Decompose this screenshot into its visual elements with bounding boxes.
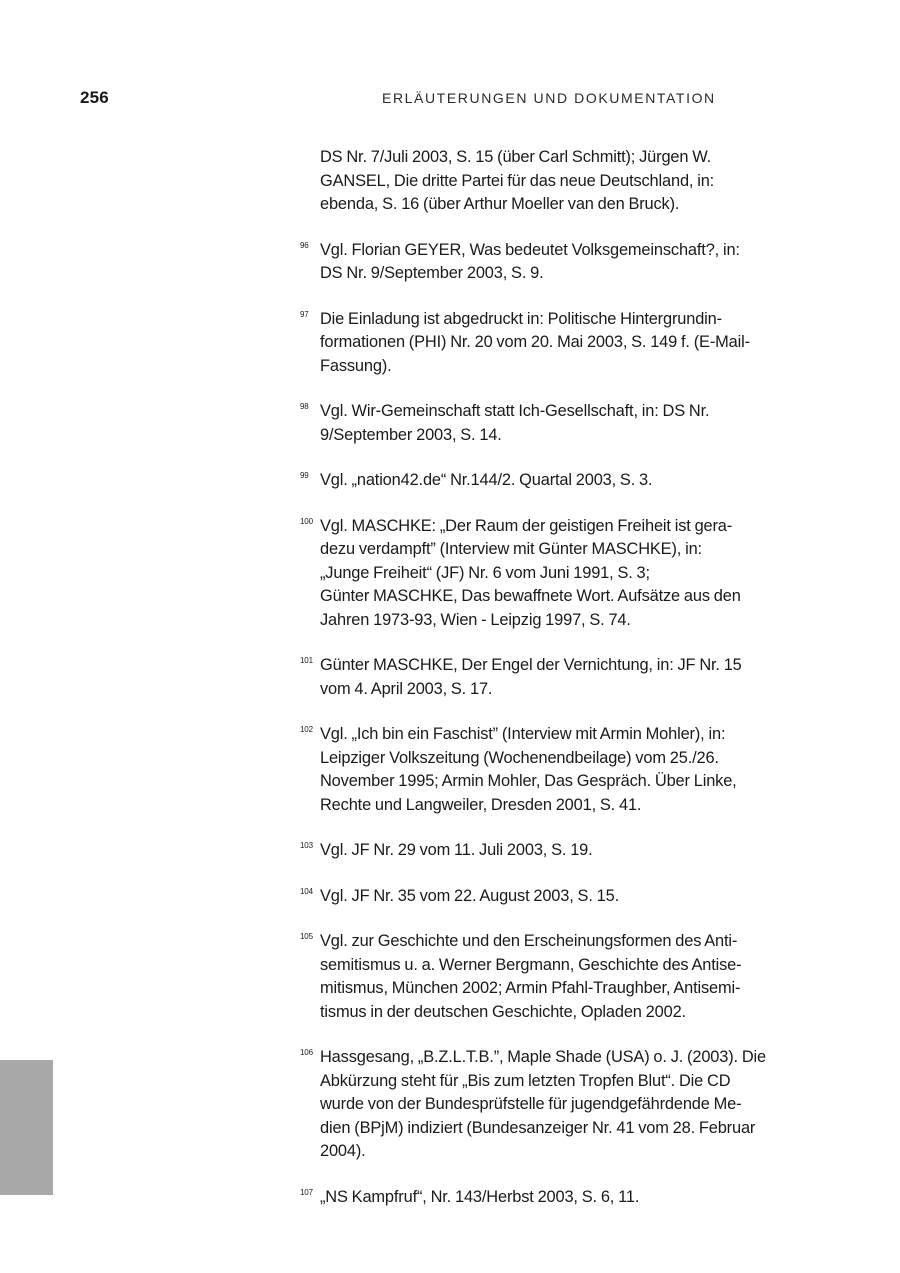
footnote-line: „Junge Freiheit“ (JF) Nr. 6 vom Juni 1991, S. 3; [320, 563, 650, 582]
footnote [300, 239, 820, 286]
footnote-line: 2004). [320, 1142, 366, 1160]
footnote-number: 101 [300, 656, 313, 665]
footnote-number: 99 [300, 471, 309, 480]
footnote-line: Vgl. zur Geschichte und den Erscheinungsformen des Anti- [320, 932, 738, 950]
footnote-line: Die Einladung ist abgedruckt in: Politische Hintergrundin- [320, 309, 722, 328]
footnote [300, 515, 820, 633]
footnote-line: Vgl. MASCHKE: „Der Raum der geistigen Freiheit ist gera- [320, 516, 733, 535]
footnote [300, 1046, 820, 1164]
footnote-line: dien (BPjM) indiziert (Bundesanzeiger Nr. 41 vom 28. Februar [320, 1118, 756, 1137]
footnote-line: dezu verdampft” (Interview mit Günter MASCHKE), in: [320, 540, 702, 558]
footnote-line: „NS Kampfruf“, Nr. 143/Herbst 2003, S. 6, 11. [320, 1187, 640, 1206]
footnote [300, 1186, 820, 1210]
footnote-line: GANSEL, Die dritte Partei für das neue Deutschland, in: [320, 171, 715, 190]
footnote-number: 105 [300, 932, 313, 941]
footnote-line: Vgl. Wir-Gemeinschaft statt Ich-Gesellschaft, in: DS Nr. [320, 402, 710, 420]
footnote [300, 469, 820, 493]
footnote-line: Rechte und Langweiler, Dresden 2001, S. 41. [320, 795, 642, 814]
footnote-line: tismus in der deutschen Geschichte, Opladen 2002. [320, 1002, 686, 1021]
footnote-line: Vgl. Florian GEYER, Was bedeutet Volksgemeinschaft?, in: [320, 240, 740, 259]
footnote-number: 106 [300, 1048, 313, 1057]
footnote-line: ebenda, S. 16 (über Arthur Moeller van den Bruck). [320, 195, 680, 213]
footnote-number: 96 [300, 240, 309, 250]
footnote-line: DS Nr. 7/Juli 2003, S. 15 (über Carl Schmitt); Jürgen W. [320, 148, 712, 166]
footnote-number: 107 [300, 1187, 313, 1197]
footnote-line: Leipziger Volkszeitung (Wochenendbeilage) vom 25./26. [320, 748, 719, 767]
footnote-list [300, 146, 820, 1231]
footnote-number: 103 [300, 841, 313, 850]
footnote-line: Hassgesang, „B.Z.L.T.B.”, Maple Shade (USA) o. J. (2003). Die [320, 1048, 766, 1066]
footnote-line: DS Nr. 9/September 2003, S. 9. [320, 264, 544, 282]
footnote-line: 9/September 2003, S. 14. [320, 425, 502, 444]
footnote-line: November 1995; Armin Mohler, Das Gespräch. Über Linke, [320, 772, 737, 790]
running-header: ERLÄUTERUNGEN UND DOKUMENTATION [382, 90, 716, 106]
footnote [300, 839, 820, 863]
footnote-number: 100 [300, 516, 313, 526]
footnote-number: 98 [300, 402, 309, 411]
footnote-line: wurde von der Bundesprüfstelle für jugendgefährdende Me- [320, 1095, 742, 1113]
footnote-number: 104 [300, 886, 313, 896]
footnote-line: Abkürzung steht für „Bis zum letzten Tropfen Blut“. Die CD [320, 1071, 731, 1090]
footnote-line: mitismus, München 2002; Armin Pfahl-Traughber, Antisemi- [320, 979, 741, 997]
page-number: 256 [80, 88, 109, 107]
footnote-line: Jahren 1973-93, Wien - Leipzig 1997, S. 74. [320, 610, 631, 629]
footnote-number: 97 [300, 309, 309, 319]
footnote-line: Vgl. JF Nr. 35 vom 22. August 2003, S. 15. [320, 886, 619, 905]
footnote-line: formationen (PHI) Nr. 20 vom 20. Mai 2003, S. 149 f. (E-Mail- [320, 333, 750, 351]
footnote-line: Vgl. „nation42.de“ Nr.144/2. Quartal 2003, S. 3. [320, 471, 653, 489]
footnote-line: Vgl. „Ich bin ein Faschist” (Interview mit Armin Mohler), in: [320, 725, 726, 743]
footnote [300, 308, 820, 379]
footnote-line: vom 4. April 2003, S. 17. [320, 679, 493, 698]
footnote-line: Fassung). [320, 356, 392, 375]
footnote [300, 146, 820, 217]
footnote [300, 930, 820, 1024]
footnote-line: Günter MASCHKE, Der Engel der Vernichtung, in: JF Nr. 15 [320, 656, 742, 674]
footnote [300, 654, 820, 701]
footnote [300, 885, 820, 909]
footnote-line: Günter MASCHKE, Das bewaffnete Wort. Aufsätze aus den [320, 587, 741, 605]
footnote-line: semitismus u. a. Werner Bergmann, Geschichte des Antise- [320, 955, 742, 974]
footnote [300, 723, 820, 817]
footnote [300, 400, 820, 447]
footnote-line: Vgl. JF Nr. 29 vom 11. Juli 2003, S. 19. [320, 841, 593, 859]
chapter-edge-tab [0, 1060, 53, 1195]
footnote-number: 102 [300, 725, 313, 734]
